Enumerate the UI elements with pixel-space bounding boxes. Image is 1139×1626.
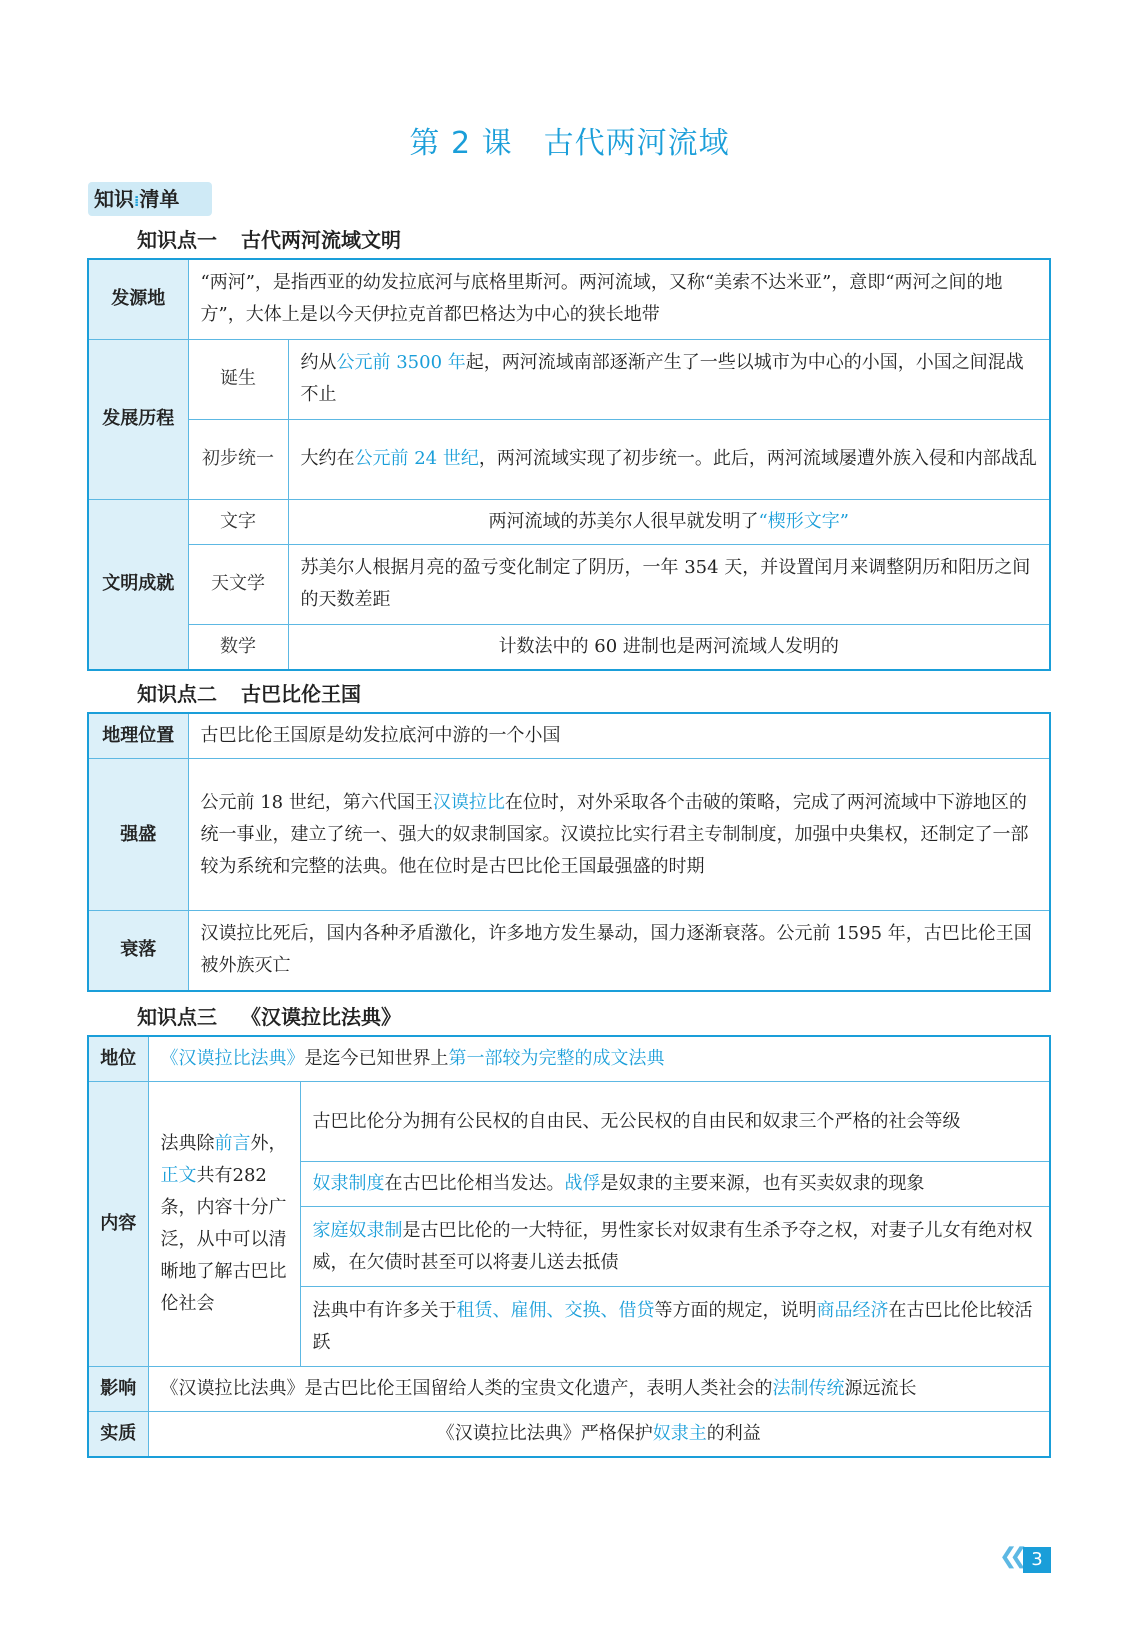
knowledge-point-2-heading: 知识点二 古巴比伦王国 [137,682,361,706]
subheader-math: 数学 [188,624,288,670]
row-header-impact: 影响 [88,1367,148,1412]
row-header-strong: 强盛 [88,759,188,911]
double-chevron-left-icon: ❮❮ [999,1544,1020,1569]
status-text: 《汉谟拉比法典》是迄今已知世界上第一部较为完整的成文法典 [148,1036,1050,1082]
impact-text: 《汉谟拉比法典》是古巴比伦王国留给人类的宝贵文化遗产，表明人类社会的法制传统源远流长 [148,1367,1050,1412]
row-header-status: 地位 [88,1036,148,1082]
badge-part1: 知识 [94,187,134,211]
strong-text: 公元前 18 世纪，第六代国王汉谟拉比在位时，对外采取各个击破的策略，完成了两河流域中下游地区的统一事业，建立了统一、强大的奴隶制国家。汉谟拉比实行君主专制制度，加强中央集权，还制定了一部较为系统和完整的法典。他在位时是古巴比伦王国最强盛的时期 [188,759,1050,911]
row-header-development: 发展历程 [88,339,188,499]
page-title: 第 2 课 古代两河流域 [409,126,730,161]
origin-text: “两河”，是指西亚的幼发拉底河与底格里斯河。两河流域，又称“美索不达米亚”，意即“两河之间的地方”，大体上是以今天伊拉克首都巴格达为中心的狭长地带 [188,259,1050,339]
writing-text: 两河流域的苏美尔人很早就发明了“楔形文字” [288,499,1050,544]
table-code [87,1035,1051,1458]
knowledge-point-1-heading: 知识点一 古代两河流域文明 [137,228,401,252]
row-header-essence: 实质 [88,1412,148,1458]
content-item-1: 古巴比伦分为拥有公民权的自由民、无公民权的自由民和奴隶三个严格的社会等级 [300,1082,1050,1162]
row-header-content: 内容 [88,1082,148,1367]
row-header-origin: 发源地 [88,259,188,339]
geography-text: 古巴比伦王国原是幼发拉底河中游的一个小国 [188,713,1050,759]
content-item-4: 法典中有许多关于租赁、雇佣、交换、借贷等方面的规定，说明商品经济在古巴比伦比较活跃 [300,1287,1050,1367]
birth-text: 约从公元前 3500 年起，两河流域南部逐渐产生了一些以城市为中心的小国，小国之间混战不止 [288,339,1050,419]
subheader-writing: 文字 [188,499,288,544]
math-text: 计数法中的 60 进制也是两河流域人发明的 [288,624,1050,670]
row-header-civilization: 文明成就 [88,499,188,670]
subheader-astronomy: 天文学 [188,544,288,624]
subheader-birth: 诞生 [188,339,288,419]
section-badge [88,182,212,216]
decline-text: 汉谟拉比死后，国内各种矛盾激化，许多地方发生暴动，国力逐渐衰落。公元前 1595 年，古巴比伦王国被外族灭亡 [188,911,1050,991]
knowledge-point-3-heading: 知识点三 《汉谟拉比法典》 [137,1005,401,1029]
subheader-unify: 初步统一 [188,419,288,499]
row-header-geography: 地理位置 [88,713,188,759]
badge-part2: 清单 [139,187,180,211]
essence-text: 《汉谟拉比法典》严格保护奴隶主的利益 [148,1412,1050,1458]
row-header-decline: 衰落 [88,911,188,991]
page-number-label: 3 [1023,1547,1051,1573]
content-item-2: 奴隶制度在古巴比伦相当发达。战俘是奴隶的主要来源，也有买卖奴隶的现象 [300,1162,1050,1207]
content-item-3: 家庭奴隶制是古巴比伦的一大特征，男性家长对奴隶有生杀予夺之权，对妻子儿女有绝对权威，在欠债时甚至可以将妻儿送去抵债 [300,1207,1050,1287]
content-intro: 法典除前言外，正文共有282 条，内容十分广泛，从中可以清晰地了解古巴比伦社会 [148,1082,300,1367]
unify-text: 大约在公元前 24 世纪，两河流域实现了初步统一。此后，两河流域屡遭外族入侵和内部战乱 [288,419,1050,499]
table-civilization [87,258,1051,671]
astronomy-text: 苏美尔人根据月亮的盈亏变化制定了阴历，一年 354 天，并设置闰月来调整阴历和阳历之间的天数差距 [288,544,1050,624]
badge-dots-icon: ⁞ [134,194,140,210]
table-babylon [87,712,1051,992]
